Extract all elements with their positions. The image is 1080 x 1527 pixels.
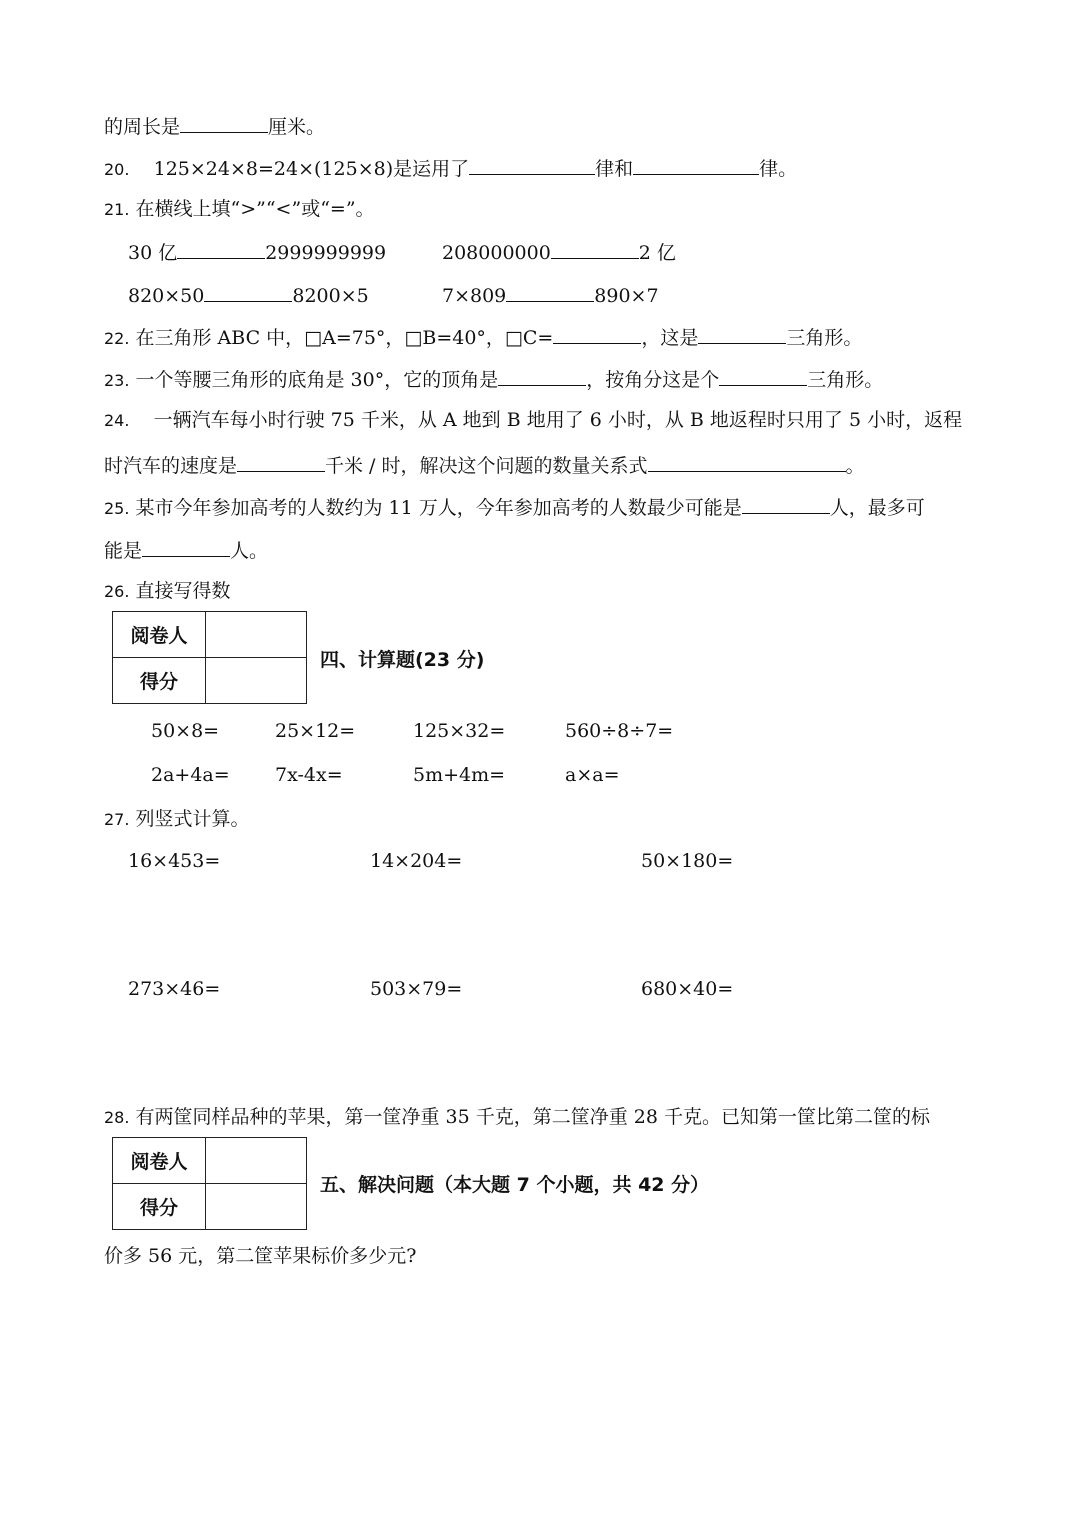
q24-blank-relation[interactable] (648, 451, 846, 472)
q24-line-2: 时汽车的速度是 千米 / 时，解决这个问题的数量关系式 。 (104, 451, 865, 479)
score-label: 得分 (113, 658, 206, 704)
q21-blank-2[interactable] (551, 238, 639, 259)
q22-blank-1[interactable] (553, 323, 641, 344)
q19-line: 的周长是 厘米。 (104, 112, 325, 140)
q26-item: 125×32= (413, 720, 506, 742)
q21-blank-1[interactable] (177, 238, 265, 259)
q22-number: 22. (104, 329, 130, 348)
q28-line-1: 28. 有两筐同样品种的苹果，第一筐净重 35 千克，第二筐净重 28 千克。已知第一筐比第二筐的标 (104, 1106, 931, 1128)
section-5-title: 五、解决问题（本大题 7 个小题，共 42 分） (320, 1174, 710, 1196)
q27-item: 680×40= (641, 978, 734, 1000)
q25-blank-min[interactable] (742, 493, 830, 514)
q24-number: 24. (104, 411, 130, 430)
score-label: 得分 (113, 1184, 206, 1230)
q21-number: 21. (104, 200, 130, 219)
reviewer-field[interactable] (206, 612, 307, 658)
q21-item-2: 208000000 2 亿 (442, 238, 676, 266)
q27-item: 273×46= (128, 978, 221, 1000)
q21-blank-4[interactable] (506, 281, 594, 302)
q28-line-2: 价多 56 元，第二筐苹果标价多少元? (104, 1245, 417, 1267)
q22-line: 22. 在三角形 ABC 中，□A=75°，□B=40°，□C= ，这是 三角形。 (104, 323, 862, 352)
q21-item-1: 30 亿 2999999999 (128, 238, 386, 266)
q20-blank-2[interactable] (633, 154, 759, 175)
q20-blank-1[interactable] (469, 154, 595, 175)
q20-line: 20. 125×24×8=24×(125×8)是运用了 律和 律。 (104, 154, 797, 183)
q26-item: 2a+4a= (151, 764, 230, 786)
q23-blank-1[interactable] (498, 365, 586, 386)
q26-number: 26. (104, 582, 130, 601)
reviewer-field[interactable] (206, 1138, 307, 1184)
q27-line: 27. 列竖式计算。 (104, 808, 250, 830)
score-field[interactable] (206, 658, 307, 704)
reviewer-label: 阅卷人 (113, 1138, 206, 1184)
q21-item-4: 7×809 890×7 (442, 281, 659, 309)
score-box-section-5 (112, 1137, 307, 1230)
q23-line: 23. 一个等腰三角形的底角是 30°，它的顶角是 ，按角分这是个 三角形。 (104, 365, 883, 394)
section-4-title: 四、计算题(23 分) (320, 649, 485, 671)
q20-number: 20. (104, 160, 130, 179)
score-box-section-4 (112, 611, 307, 704)
q25-blank-max[interactable] (142, 536, 230, 557)
q27-item: 503×79= (370, 978, 463, 1000)
q24-line-1: 24. 一辆汽车每小时行驶 75 千米，从 A 地到 B 地用了 6 小时，从 B 地返程时只用了 5 小时，返程 (104, 409, 963, 431)
score-field[interactable] (206, 1184, 307, 1230)
q21-blank-3[interactable] (204, 281, 292, 302)
q25-line-1: 25. 某市今年参加高考的人数约为 11 万人，今年参加高考的人数最少可能是 人，最多可 (104, 493, 925, 522)
q27-number: 27. (104, 810, 130, 829)
q23-number: 23. (104, 371, 130, 390)
q21-item-3: 820×50 8200×5 (128, 281, 369, 309)
q21-line: 21. 在横线上填“>”“<”或“=”。 (104, 198, 375, 220)
q26-line: 26. 直接写得数 (104, 580, 231, 602)
q27-item: 14×204= (370, 850, 463, 872)
q27-item: 50×180= (641, 850, 734, 872)
q23-blank-2[interactable] (719, 365, 807, 386)
q27-item: 16×453= (128, 850, 221, 872)
q25-number: 25. (104, 499, 130, 518)
reviewer-label: 阅卷人 (113, 612, 206, 658)
q19-answer-blank[interactable] (180, 112, 268, 133)
q26-item: a×a= (565, 764, 620, 786)
q28-number: 28. (104, 1108, 130, 1127)
q26-item: 5m+4m= (413, 764, 506, 786)
q26-item: 560÷8÷7= (565, 720, 674, 742)
q26-item: 50×8= (151, 720, 220, 742)
q22-blank-2[interactable] (698, 323, 786, 344)
q25-line-2: 能是 人。 (104, 536, 268, 564)
q26-item: 7x-4x= (275, 764, 343, 786)
q26-item: 25×12= (275, 720, 356, 742)
q24-blank-speed[interactable] (237, 451, 325, 472)
